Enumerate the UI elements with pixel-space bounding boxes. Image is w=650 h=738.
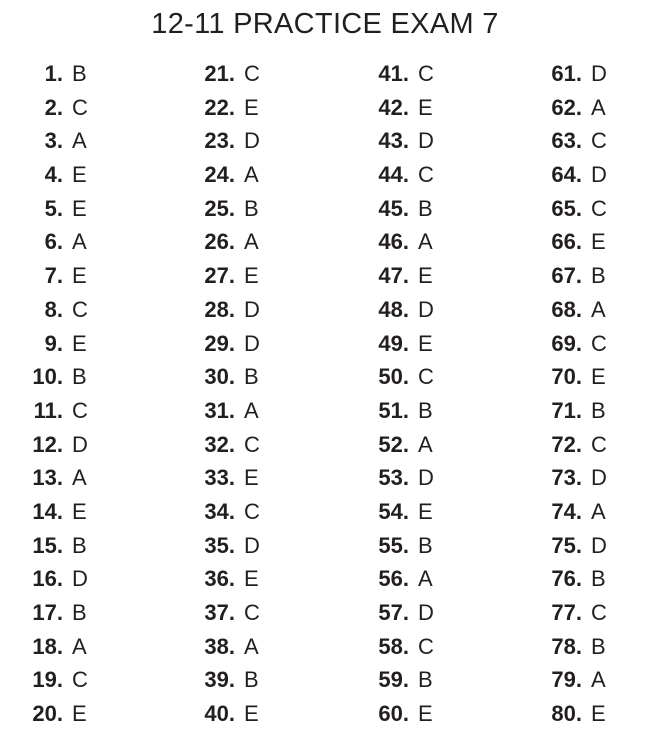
question-number: 20. bbox=[32, 701, 63, 727]
answer-row bbox=[346, 630, 496, 664]
question-number: 41. bbox=[378, 61, 409, 86]
answer-row bbox=[519, 663, 650, 697]
answer-row bbox=[346, 91, 496, 125]
question-number: 40. bbox=[204, 701, 235, 727]
question-number: 29. bbox=[204, 330, 235, 356]
question-number: 26. bbox=[204, 229, 235, 255]
answer-row bbox=[346, 697, 496, 731]
answer-letter: C bbox=[418, 162, 434, 188]
question-number: 18. bbox=[32, 633, 63, 659]
answer-letter: E bbox=[244, 263, 259, 289]
answer-letter: A bbox=[591, 667, 606, 693]
question-number: 79. bbox=[551, 667, 582, 693]
answer-letter: E bbox=[72, 330, 87, 356]
question-number: 10. bbox=[32, 364, 63, 390]
question-number: 21. bbox=[204, 61, 235, 86]
answer-row bbox=[0, 394, 150, 428]
answer-row bbox=[172, 124, 322, 158]
answer-row bbox=[346, 225, 496, 259]
question-number: 32. bbox=[204, 431, 235, 457]
answer-row bbox=[0, 529, 150, 563]
answer-letter: B bbox=[591, 633, 606, 659]
answer-row bbox=[0, 293, 150, 327]
answer-column-3 bbox=[346, 57, 496, 731]
answer-letter: C bbox=[244, 61, 260, 86]
question-number: 58. bbox=[378, 633, 409, 659]
answer-letter: B bbox=[72, 364, 87, 390]
answer-row bbox=[172, 495, 322, 529]
answer-row bbox=[0, 259, 150, 293]
question-number: 39. bbox=[204, 667, 235, 693]
answer-letter: A bbox=[72, 465, 87, 491]
answer-row bbox=[346, 596, 496, 630]
answer-letter: D bbox=[72, 566, 88, 592]
answer-letter: E bbox=[591, 364, 606, 390]
question-number: 62. bbox=[551, 94, 582, 120]
answer-row bbox=[519, 293, 650, 327]
answer-letter: C bbox=[72, 397, 88, 423]
question-number: 78. bbox=[551, 633, 582, 659]
question-number: 59. bbox=[378, 667, 409, 693]
question-number: 16. bbox=[32, 566, 63, 592]
answer-letter: A bbox=[591, 94, 606, 120]
answer-letter: E bbox=[418, 701, 433, 727]
answer-row bbox=[346, 259, 496, 293]
answer-letter: B bbox=[244, 667, 259, 693]
answer-row bbox=[172, 57, 322, 91]
answer-letter: E bbox=[244, 94, 259, 120]
answer-letter: C bbox=[418, 364, 434, 390]
answer-row bbox=[0, 630, 150, 664]
answer-letter: E bbox=[591, 229, 606, 255]
answer-column-4 bbox=[519, 57, 650, 731]
question-number: 53. bbox=[378, 465, 409, 491]
answer-letter: D bbox=[72, 431, 88, 457]
page-title: 12-11 PRACTICE EXAM 7 bbox=[151, 8, 499, 40]
answer-row bbox=[172, 596, 322, 630]
answer-letter: E bbox=[244, 566, 259, 592]
answer-row bbox=[172, 293, 322, 327]
answer-letter: E bbox=[244, 701, 259, 727]
question-number: 67. bbox=[551, 263, 582, 289]
answer-letter: A bbox=[591, 498, 606, 524]
answer-letter: D bbox=[418, 296, 434, 322]
answer-letter: B bbox=[591, 566, 606, 592]
answer-row bbox=[0, 192, 150, 226]
question-number: 3. bbox=[44, 128, 63, 154]
answer-letter: D bbox=[418, 465, 434, 491]
question-number: 74. bbox=[551, 498, 582, 524]
answer-row bbox=[519, 529, 650, 563]
answer-row bbox=[519, 91, 650, 125]
question-number: 61. bbox=[551, 61, 582, 86]
answer-letter: B bbox=[418, 195, 433, 221]
question-number: 11. bbox=[33, 397, 63, 423]
answer-row bbox=[346, 293, 496, 327]
answer-letter: D bbox=[591, 532, 607, 558]
answer-letter: B bbox=[244, 195, 259, 221]
answer-letter: A bbox=[72, 229, 87, 255]
answer-row bbox=[346, 428, 496, 462]
answer-row bbox=[172, 428, 322, 462]
answer-letter: C bbox=[72, 94, 88, 120]
answer-row bbox=[346, 158, 496, 192]
question-number: 80. bbox=[551, 701, 582, 727]
answer-row bbox=[0, 225, 150, 259]
answer-row bbox=[172, 327, 322, 361]
answer-letter: C bbox=[72, 667, 88, 693]
answer-row bbox=[0, 697, 150, 731]
answer-column-1 bbox=[0, 57, 150, 731]
question-number: 76. bbox=[551, 566, 582, 592]
answer-letter: D bbox=[244, 532, 260, 558]
answer-letter: E bbox=[72, 701, 87, 727]
question-number: 54. bbox=[378, 498, 409, 524]
answer-letter: D bbox=[244, 128, 260, 154]
answer-letter: E bbox=[72, 263, 87, 289]
question-number: 43. bbox=[378, 128, 409, 154]
answer-letter: A bbox=[244, 162, 259, 188]
answer-row bbox=[0, 327, 150, 361]
answer-letter: E bbox=[418, 330, 433, 356]
answer-row bbox=[172, 360, 322, 394]
answer-row bbox=[519, 630, 650, 664]
question-number: 13. bbox=[32, 465, 63, 491]
question-number: 36. bbox=[204, 566, 235, 592]
answer-row bbox=[0, 360, 150, 394]
answer-row bbox=[0, 461, 150, 495]
question-number: 33. bbox=[204, 465, 235, 491]
answer-letter: C bbox=[591, 195, 607, 221]
question-number: 65. bbox=[551, 195, 582, 221]
question-number: 19. bbox=[32, 667, 63, 693]
answer-letter: E bbox=[418, 263, 433, 289]
answer-row bbox=[172, 529, 322, 563]
question-number: 30. bbox=[204, 364, 235, 390]
question-number: 38. bbox=[204, 633, 235, 659]
answer-row bbox=[519, 225, 650, 259]
answer-row bbox=[172, 158, 322, 192]
answer-row bbox=[172, 663, 322, 697]
question-number: 75. bbox=[551, 532, 582, 558]
answer-row bbox=[172, 259, 322, 293]
question-number: 51. bbox=[378, 397, 409, 423]
question-number: 42. bbox=[378, 94, 409, 120]
question-number: 6. bbox=[44, 229, 63, 255]
answer-row bbox=[519, 124, 650, 158]
question-number: 12. bbox=[32, 431, 63, 457]
question-number: 24. bbox=[204, 162, 235, 188]
answer-column-2 bbox=[172, 57, 322, 731]
question-number: 55. bbox=[378, 532, 409, 558]
answer-letter: C bbox=[418, 61, 434, 86]
answer-letter: E bbox=[72, 162, 87, 188]
answer-letter: E bbox=[244, 465, 259, 491]
answer-row bbox=[519, 495, 650, 529]
answer-letter: B bbox=[72, 532, 87, 558]
answer-row bbox=[0, 124, 150, 158]
question-number: 5. bbox=[44, 195, 63, 221]
question-number: 44. bbox=[378, 162, 409, 188]
answer-letter: A bbox=[244, 397, 259, 423]
answer-row bbox=[172, 192, 322, 226]
answer-letter: E bbox=[591, 701, 606, 727]
question-number: 69. bbox=[551, 330, 582, 356]
answer-letter: A bbox=[418, 229, 433, 255]
answer-letter: E bbox=[72, 195, 87, 221]
answer-row bbox=[0, 158, 150, 192]
answer-row bbox=[0, 428, 150, 462]
answer-letter: C bbox=[591, 128, 607, 154]
answer-row bbox=[346, 562, 496, 596]
question-number: 50. bbox=[378, 364, 409, 390]
answer-row bbox=[346, 124, 496, 158]
answer-row bbox=[172, 562, 322, 596]
answer-row bbox=[172, 91, 322, 125]
answer-letter: B bbox=[244, 364, 259, 390]
answer-letter: B bbox=[72, 600, 87, 625]
question-number: 56. bbox=[378, 566, 409, 592]
answer-letter: D bbox=[591, 162, 607, 188]
question-number: 46. bbox=[378, 229, 409, 255]
answer-letter: D bbox=[244, 296, 260, 322]
question-number: 14. bbox=[32, 498, 63, 524]
answer-row bbox=[346, 461, 496, 495]
answer-letter: A bbox=[591, 296, 606, 322]
answer-row bbox=[172, 461, 322, 495]
answer-row bbox=[0, 596, 150, 630]
answer-row bbox=[0, 663, 150, 697]
question-number: 28. bbox=[204, 296, 235, 322]
question-number: 68. bbox=[551, 296, 582, 322]
answer-letter: A bbox=[72, 128, 87, 154]
question-number: 45. bbox=[378, 195, 409, 221]
answer-row bbox=[519, 192, 650, 226]
answer-row bbox=[519, 158, 650, 192]
answer-row bbox=[172, 225, 322, 259]
question-number: 23. bbox=[204, 128, 235, 154]
answer-row bbox=[519, 562, 650, 596]
answer-letter: C bbox=[244, 498, 260, 524]
answer-row bbox=[172, 630, 322, 664]
answer-letter: C bbox=[591, 431, 607, 457]
question-number: 57. bbox=[378, 600, 409, 625]
answer-letter: A bbox=[418, 566, 433, 592]
answer-letter: A bbox=[418, 431, 433, 457]
question-number: 25. bbox=[204, 195, 235, 221]
question-number: 49. bbox=[378, 330, 409, 356]
question-number: 35. bbox=[204, 532, 235, 558]
answer-row bbox=[0, 91, 150, 125]
question-number: 73. bbox=[551, 465, 582, 491]
question-number: 52. bbox=[378, 431, 409, 457]
question-number: 70. bbox=[551, 364, 582, 390]
question-number: 66. bbox=[551, 229, 582, 255]
answer-letter: A bbox=[244, 229, 259, 255]
answer-row bbox=[519, 327, 650, 361]
answer-letter: C bbox=[418, 633, 434, 659]
answer-letter: D bbox=[244, 330, 260, 356]
answer-row bbox=[346, 495, 496, 529]
answer-row bbox=[519, 57, 650, 91]
answer-letter: B bbox=[418, 397, 433, 423]
answer-letter: B bbox=[591, 397, 606, 423]
answer-row bbox=[519, 428, 650, 462]
answer-row bbox=[346, 663, 496, 697]
question-number: 71. bbox=[551, 397, 582, 423]
question-number: 22. bbox=[204, 94, 235, 120]
answer-row bbox=[0, 495, 150, 529]
answer-row bbox=[346, 394, 496, 428]
question-number: 63. bbox=[551, 128, 582, 154]
answer-letter: A bbox=[244, 633, 259, 659]
answer-letter: B bbox=[418, 667, 433, 693]
question-number: 77. bbox=[551, 600, 582, 625]
answer-row bbox=[0, 562, 150, 596]
question-number: 1. bbox=[44, 61, 63, 86]
answer-row bbox=[172, 697, 322, 731]
answer-letter: C bbox=[244, 600, 260, 625]
answer-row bbox=[519, 394, 650, 428]
question-number: 8. bbox=[44, 296, 63, 322]
answer-letter: B bbox=[591, 263, 606, 289]
answer-row bbox=[346, 192, 496, 226]
question-number: 72. bbox=[551, 431, 582, 457]
answer-letter: B bbox=[72, 61, 87, 86]
answer-letter: D bbox=[418, 600, 434, 625]
answer-row bbox=[346, 529, 496, 563]
answer-letter: D bbox=[591, 61, 607, 86]
answer-letter: B bbox=[418, 532, 433, 558]
question-number: 31. bbox=[204, 397, 235, 423]
answer-letter: C bbox=[72, 296, 88, 322]
answer-letter: C bbox=[244, 431, 260, 457]
answer-letter: A bbox=[72, 633, 87, 659]
answer-row bbox=[346, 57, 496, 91]
question-number: 4. bbox=[44, 162, 63, 188]
answer-letter: C bbox=[591, 330, 607, 356]
question-number: 48. bbox=[378, 296, 409, 322]
question-number: 9. bbox=[44, 330, 63, 356]
answer-letter: D bbox=[418, 128, 434, 154]
answer-row bbox=[519, 596, 650, 630]
answer-row bbox=[519, 259, 650, 293]
question-number: 47. bbox=[378, 263, 409, 289]
question-number: 7. bbox=[44, 263, 63, 289]
answer-row bbox=[519, 697, 650, 731]
question-number: 17. bbox=[32, 600, 63, 625]
question-number: 15. bbox=[32, 532, 63, 558]
question-number: 37. bbox=[204, 600, 235, 625]
answer-row bbox=[519, 360, 650, 394]
answer-letter: E bbox=[418, 94, 433, 120]
question-number: 2. bbox=[44, 94, 63, 120]
answer-row bbox=[172, 394, 322, 428]
answer-letter: E bbox=[72, 498, 87, 524]
answer-row bbox=[0, 57, 150, 91]
answer-row bbox=[346, 327, 496, 361]
question-number: 27. bbox=[204, 263, 235, 289]
question-number: 60. bbox=[378, 701, 409, 727]
answer-letter: D bbox=[591, 465, 607, 491]
answer-row bbox=[346, 360, 496, 394]
answer-letter: C bbox=[591, 600, 607, 625]
answer-row bbox=[519, 461, 650, 495]
question-number: 64. bbox=[551, 162, 582, 188]
answer-letter: E bbox=[418, 498, 433, 524]
question-number: 34. bbox=[204, 498, 235, 524]
